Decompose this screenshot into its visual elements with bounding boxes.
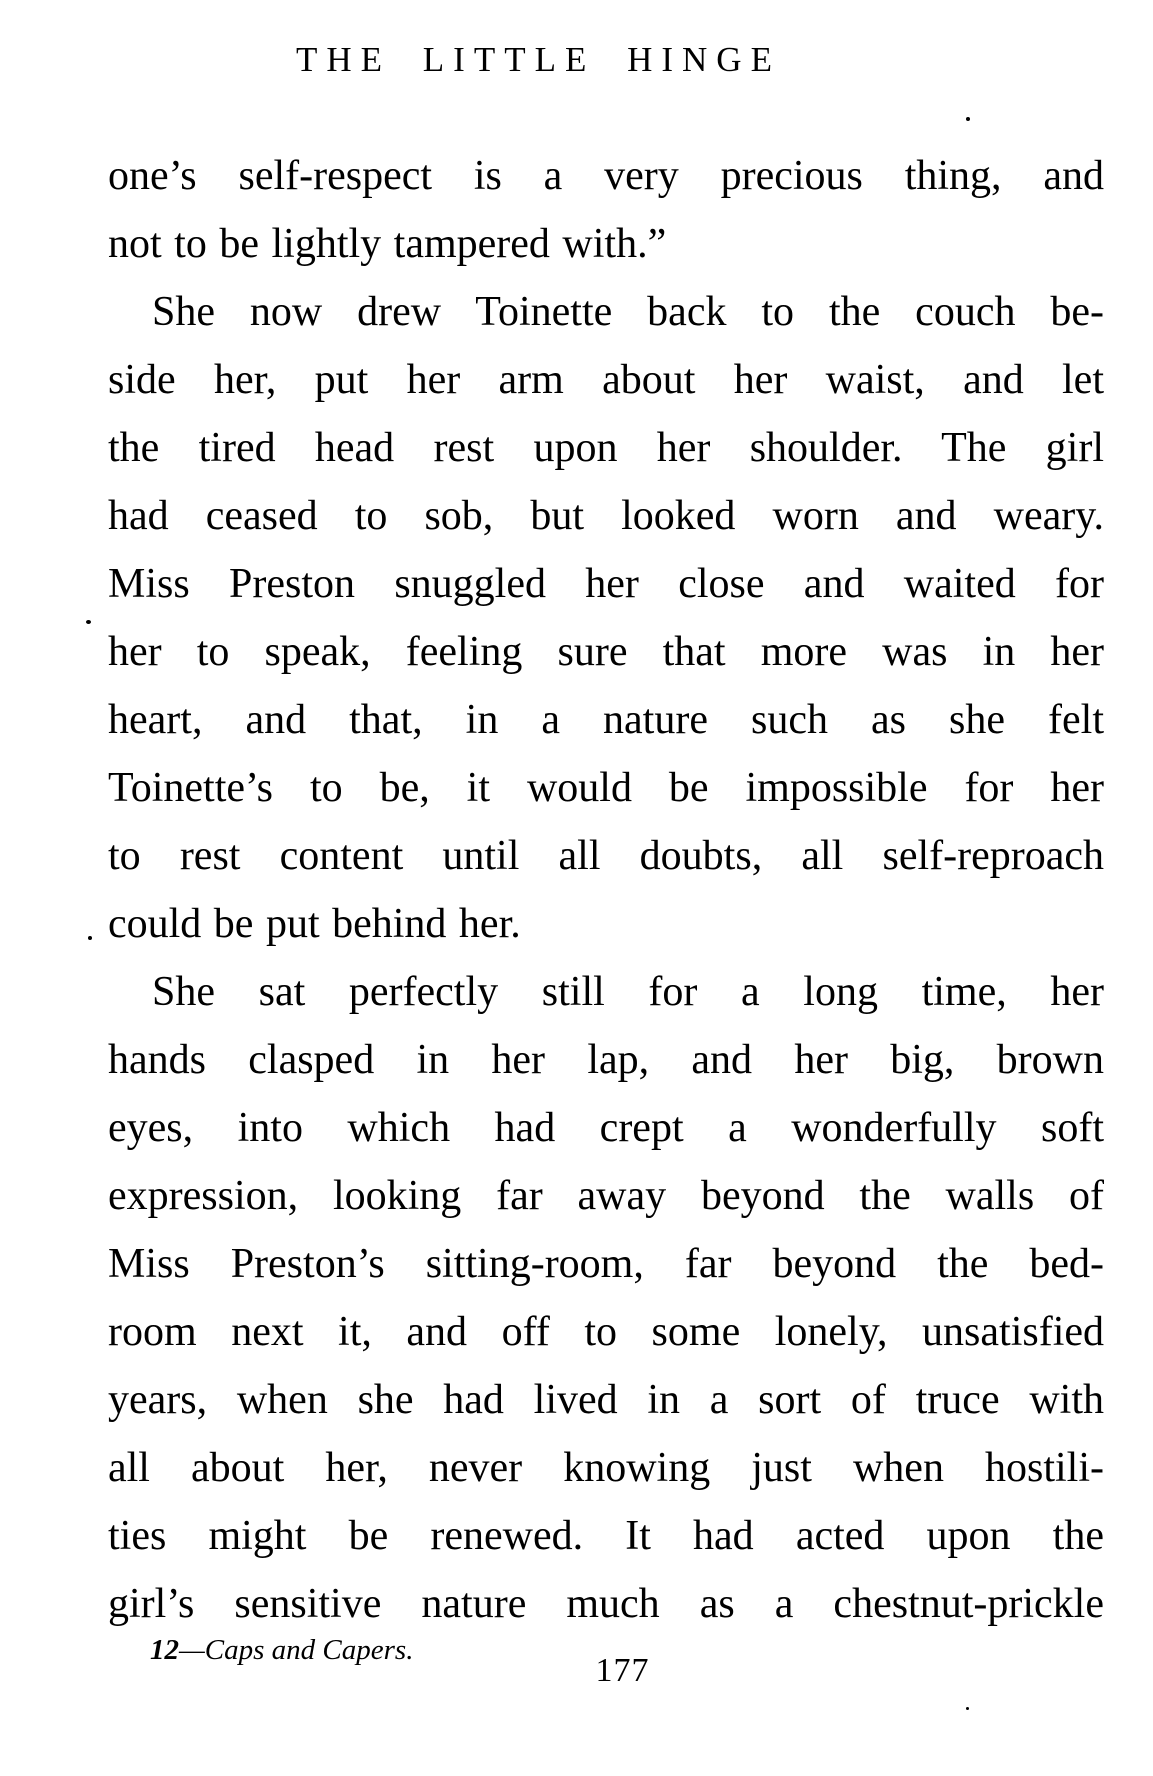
footnote-separator: — [179,1634,205,1666]
text-line: side her, put her arm about her waist, and let [108,357,1104,403]
scan-speck [966,117,970,121]
scan-speck [966,1707,969,1710]
text-line: Miss Preston snuggled her close and waited for [108,561,1104,607]
text-line: her to speak, feeling sure that more was in her [108,629,1104,675]
text-line: expression, looking far away beyond the walls of [108,1173,1104,1219]
text-line: could be put behind her. [108,901,521,947]
body-text-block [108,142,1104,1638]
text-line: She sat perfectly still for a long time, her [152,969,1104,1015]
scan-speck [88,936,92,940]
text-line: room next it, and off to some lonely, unsatisfied [108,1309,1104,1355]
text-line: heart, and that, in a nature such as she felt [108,697,1104,743]
text-line: had ceased to sob, but looked worn and weary. [108,493,1104,539]
text-line: Toinette’s to be, it would be impossible for her [108,765,1104,811]
page-number: 177 [595,1652,650,1689]
text-line: Miss Preston’s sitting-room, far beyond the bed- [108,1241,1104,1287]
text-line: hands clasped in her lap, and her big, brown [108,1037,1104,1083]
text-line: the tired head rest upon her shoulder. The girl [108,425,1104,471]
text-line: ties might be renewed. It had acted upon the [108,1513,1104,1559]
text-line: not to be lightly tampered with.” [108,221,667,267]
text-line: all about her, never knowing just when hostili- [108,1445,1104,1491]
text-line: to rest content until all doubts, all self-reproach [108,833,1104,879]
footnote-title: Caps and Capers. [204,1634,414,1666]
footnote-number: 12 [150,1634,179,1666]
text-line: one’s self-respect is a very precious thing, and [108,153,1104,199]
text-line: eyes, into which had crept a wonderfully soft [108,1105,1104,1151]
text-line: She now drew Toinette back to the couch be- [152,289,1104,335]
text-line: girl’s sensitive nature much as a chestnut-prickle [108,1581,1104,1627]
running-head-title: THE LITTLE HINGE [296,40,781,79]
scan-speck [86,620,91,624]
text-line: years, when she had lived in a sort of truce with [108,1377,1104,1423]
